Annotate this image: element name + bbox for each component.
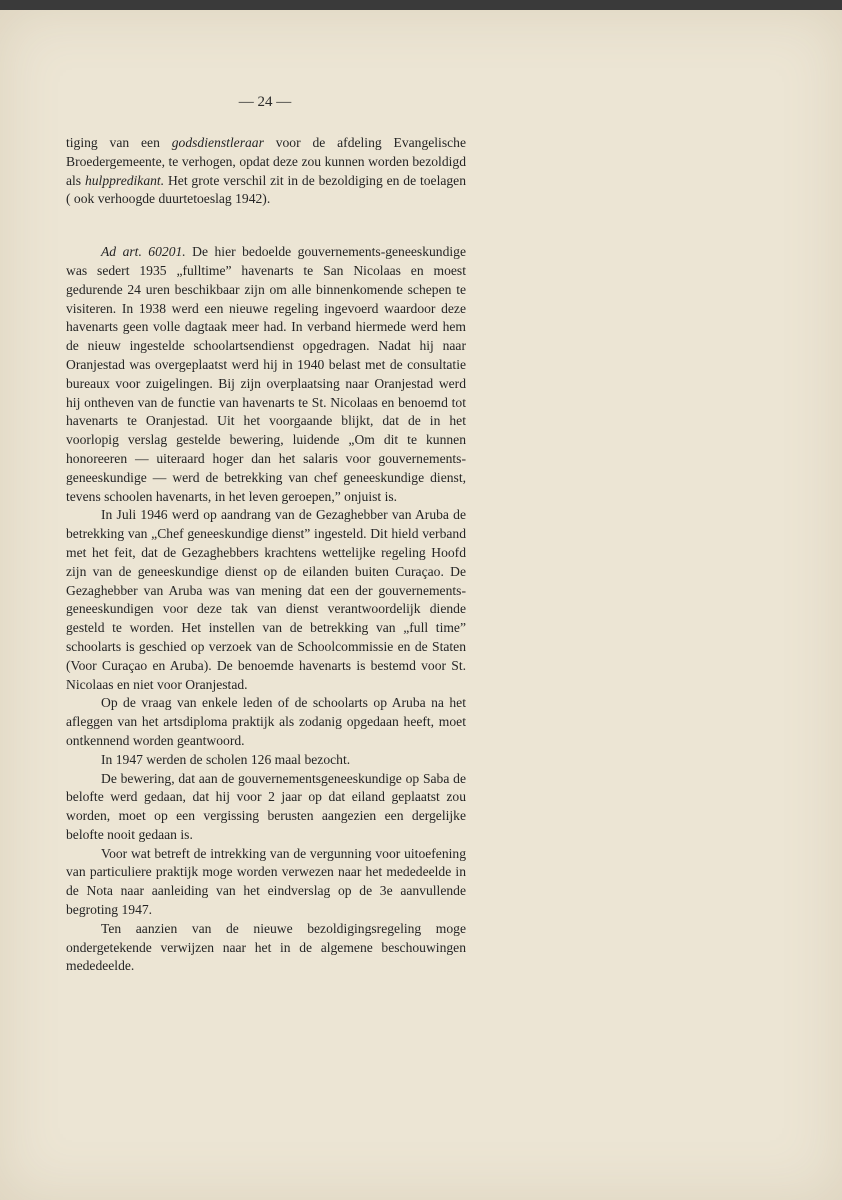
text-segment: Voor wat betreft de intrekking van de vergunning voor uitoefening van particuliere praktijk moge worden verwezen naar het mededeelde in de Nota naar aanleiding van het eindverslag op de 3e aanvullende begroting 1947. bbox=[66, 845, 466, 918]
paragraph bbox=[66, 751, 466, 770]
paragraph-ad-art bbox=[66, 243, 466, 506]
text-segment: Het grote verschil zit in de bezoldiging en de toelagen ( ook verhoogde duurtetoeslag 1942). bbox=[66, 172, 467, 207]
text-segment-italic: hulppredikant. bbox=[84, 172, 165, 188]
paragraph-continuation bbox=[66, 134, 466, 209]
text-segment: voor de afdeling Evangelische Broedergemeente, te verhogen, opdat deze zou kunnen worden bezoldigd als bbox=[66, 135, 466, 188]
body-text bbox=[66, 134, 466, 976]
article-reference: Ad art. 60201. bbox=[101, 244, 186, 260]
paragraph bbox=[66, 845, 466, 920]
text-segment: Op de vraag van enkele leden of de schoolarts op Aruba na het afleggen van het artsdiploma praktijk als zodanig opgedaan heeft, moet ontkennend worden geantwoord. bbox=[66, 695, 466, 748]
paragraph bbox=[66, 506, 466, 694]
paragraph bbox=[66, 694, 466, 750]
text-segment: In Juli 1946 werd op aandrang van de Gezaghebber van Aruba de betrekking van „Chef geneeskundige dienst” ingesteld. Dit hield verband met het feit, dat de Gezaghebbers krachtens wettelijke regeling Hoofd zijn van de geneeskundige dienst op de eilanden buiten Curaçao. De Gezaghebber van Aruba was van mening dat een der gouvernements-geneeskundigen voor deze tak van dienst verantwoordelijk diende gesteld te worden. Het instellen van de betrekking van „full time” schoolarts is geschied op verzoek van de Schoolcommissie en de Staten (Voor Curaçao en Aruba). De benoemde havenarts is bestemd voor St. Nicolaas en niet voor Oranjestad. bbox=[66, 507, 466, 692]
text-segment: Ten aanzien van de nieuwe bezoldigingsregeling moge ondergetekende verwijzen naar het in de algemene beschouwingen mededeelde. bbox=[66, 920, 466, 974]
text-segment: tiging van een bbox=[66, 135, 172, 150]
text-segment: De bewering, dat aan de gouvernementsgeneeskundige op Saba de belofte werd gedaan, dat hij voor 2 jaar op dat eiland geplaatst zou worden, moet op een vergissing berusten aangezien een dergelijke belofte nooit gedaan is. bbox=[66, 770, 466, 842]
document-page bbox=[0, 10, 842, 1200]
paragraph bbox=[66, 920, 466, 976]
text-segment: De hier bedoelde gouvernements-geneeskundige was sedert 1935 „fulltime” havenarts te San Nicolaas en moest gedurende 24 uren beschikbaar zijn om alle binnenkomende schepen te visiteren. In 1938 werd een nieuwe regeling ingevoerd waardoor deze havenarts geen volle dagtaak meer had. In verband hiermede werd hem de nieuw ingestelde schoolartsendienst opgedragen. Nadat hij naar Oranjestad was overgeplaatst werd hij in 1940 belast met de consultatie bureaux voor zuigelingen. Bij zijn overplaatsing naar Oranjestad werd hij ontheven van de functie van havenarts te St. Nicolaas en benoemd tot havenarts te Oranjestad. Uit het voorgaande blijkt, dat de in het voorlopig verslag gestelde bewering, luidende „Om dit te kunnen honoreeren — uiteraard hoger dan het salaris voor gouvernements-geneeskundige — werd de betrekking van chef geneeskundige dienst, tevens schoolen havenarts, in het leven geroepen,” onjuist is. bbox=[66, 244, 467, 504]
paragraph bbox=[66, 770, 466, 845]
text-segment-italic: godsdienstleraar bbox=[171, 135, 264, 150]
text-segment: In 1947 werden de scholen 126 maal bezocht. bbox=[101, 751, 351, 767]
page-number: — 24 — bbox=[238, 94, 292, 110]
